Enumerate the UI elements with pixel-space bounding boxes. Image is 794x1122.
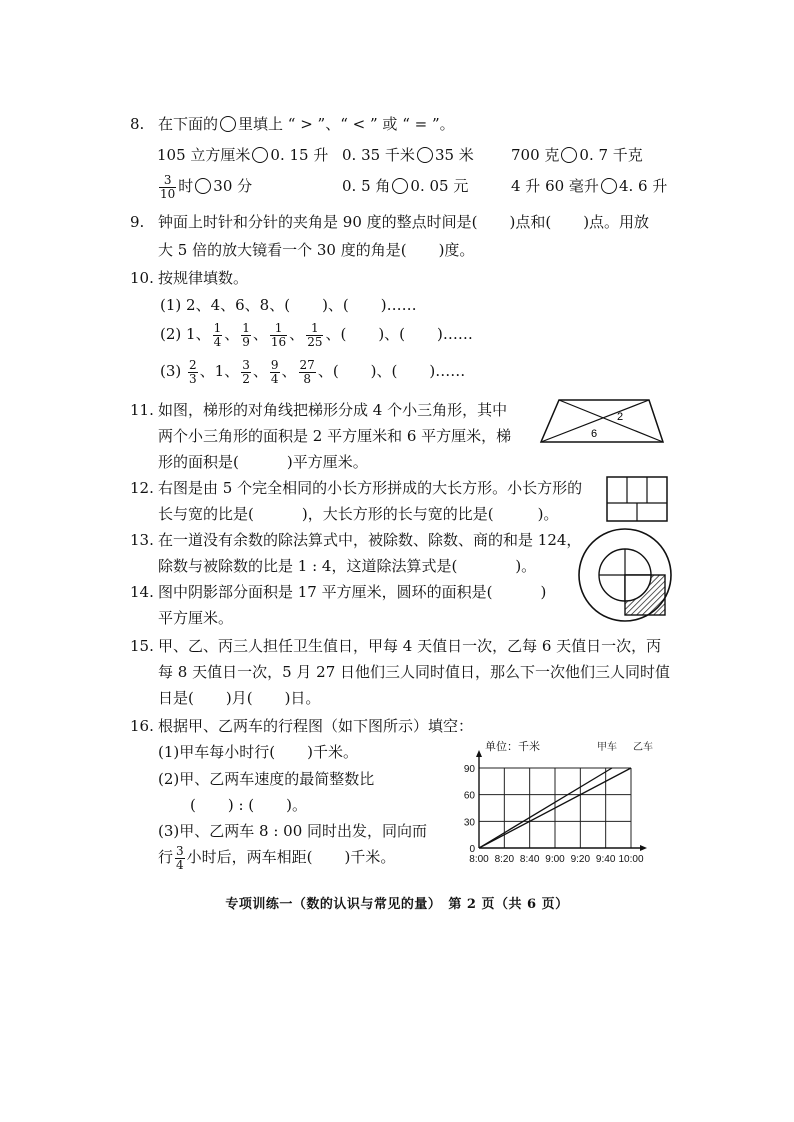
- q8-number: 8.: [130, 115, 145, 133]
- q13-line2: 除数与被除数的比是 1 : 4，这道除法算式是( )。: [158, 557, 537, 575]
- fraction: $\frac{3}{2}$: [242, 357, 250, 386]
- y-tick-label: 90: [463, 764, 475, 775]
- q11-line3: 形的面积是( )平方厘米。: [158, 453, 368, 471]
- area-label-6: 6: [591, 428, 598, 440]
- fraction: $\frac{1}{16}$: [270, 320, 287, 349]
- q14-line1: 14. 图中阴影部分面积是 17 平方厘米，圆环的面积是( ): [130, 583, 547, 601]
- q11-line2: 两个小三角形的面积是 2 平方厘米和 6 平方厘米，梯: [158, 427, 512, 445]
- q8-item-6: 4 升 60 毫升 4. 6 升: [511, 177, 668, 195]
- fraction: $\frac{1}{4}$: [213, 320, 222, 349]
- y-tick-label: 30: [463, 817, 475, 829]
- q8-item-4: $\frac{3}{10}$ 时 30 分: [160, 172, 253, 201]
- trapezoid-outline: [541, 400, 663, 442]
- fraction: $\frac{27}{8}$: [299, 357, 315, 386]
- q10-row3: (3) $\frac{2}{3}$ 、1、 $\frac{3}{2}$ 、 $\frac{9}{4}$ 、 $\frac{27}{8}$ 、( )、( )……: [160, 357, 466, 386]
- q16-s2-line2: ( ) : ( )。: [190, 796, 308, 814]
- x-tick-label: 9:40: [595, 854, 616, 865]
- y-tick-label: 0: [469, 844, 475, 855]
- rectangles-figure: [606, 476, 668, 522]
- fraction: $\frac{3}{10}$: [160, 172, 176, 201]
- q8-prompt: 8. 在下面的 里填上 “ > ”、“ < ” 或 “ = ”。: [130, 115, 455, 133]
- y-tick-label: 60: [463, 790, 475, 802]
- ring-figure: [577, 527, 673, 623]
- y-axis-label: 单位：千米: [485, 741, 540, 753]
- q12-line2: 长与宽的比是( )，大长方形的长与宽的比是( )。: [158, 505, 559, 523]
- q10-row1: (1) 2、4、6、8、( )、( )……: [160, 296, 417, 314]
- q16-s3-line2: 行 $\frac{3}{4}$ 小时后，两车相距( )千米。: [158, 843, 396, 872]
- fraction: $\frac{9}{4}$: [270, 357, 279, 386]
- area-label-2: 2: [617, 411, 624, 423]
- x-tick-label: 8:40: [519, 854, 540, 865]
- q14-line2: 平方厘米。: [158, 609, 234, 627]
- compare-circle[interactable]: [252, 147, 268, 163]
- q9-line1: 9. 钟面上时针和分针的夹角是 90 度的整点时间是( )点和( )点。用放: [130, 213, 650, 231]
- compare-circle[interactable]: [195, 178, 211, 194]
- x-tick-label: 9:20: [570, 854, 591, 865]
- travel-chart: [445, 736, 665, 866]
- compare-circle[interactable]: [392, 178, 408, 194]
- q8-item-3: 700 克 0. 7 千克: [511, 146, 643, 164]
- trapezoid-figure: [537, 396, 667, 446]
- compare-circle[interactable]: [601, 178, 617, 194]
- q8-item-5: 0. 5 角 0. 05 元: [342, 177, 469, 195]
- q12-line1: 12. 右图是由 5 个完全相同的小长方形拼成的大长方形。小长方形的: [130, 479, 583, 497]
- x-tick-label: 9:00: [545, 854, 565, 865]
- series-label: 乙车: [633, 742, 653, 753]
- x-axis-arrow: [640, 845, 647, 851]
- q16-title: 16. 根据甲、乙两车的行程图（如下图所示）填空：: [130, 717, 474, 735]
- series-line: [479, 768, 612, 848]
- compare-circle[interactable]: [220, 116, 236, 132]
- x-tick-label: 8:20: [494, 854, 515, 865]
- q10-row2: (2) 1、 $\frac{1}{4}$ 、 $\frac{1}{9}$ 、 $\frac{1}{16}$ 、 $\frac{1}{25}$ 、( )、( )……: [160, 320, 473, 349]
- fraction: $\frac{1}{9}$: [242, 320, 250, 349]
- q13-line1: 13. 在一道没有余数的除法算式中，被除数、除数、商的和是 124，: [130, 531, 582, 549]
- chart-labels: [464, 739, 653, 865]
- x-tick-label: 8:00: [469, 854, 489, 865]
- q10-title: 10. 按规律填数。: [130, 269, 249, 287]
- x-tick-label: 10:00: [618, 854, 644, 865]
- compare-circle[interactable]: [561, 147, 577, 163]
- q9-line2: 大 5 倍的放大镜看一个 30 度的角是( )度。: [158, 241, 475, 259]
- diagonal-line: [559, 400, 663, 442]
- q16-s2-line1: (2)甲、乙两车速度的最简整数比: [158, 770, 375, 788]
- q8-item-1: 105 立方厘米 0. 15 升: [157, 146, 329, 164]
- helper-rect: [605, 575, 625, 601]
- fraction: $\frac{2}{3}$: [189, 357, 197, 386]
- page-footer: 专项训练一（数的认识与常见的量） 第 2 页（共 6 页）: [225, 897, 569, 912]
- q8-item-2: 0. 35 千米 35 米: [342, 146, 474, 164]
- q16-s1: (1)甲车每小时行( )千米。: [158, 743, 358, 761]
- q16-s3-line1: (3)甲、乙两车 8 : 00 同时出发，同向而: [158, 822, 428, 840]
- y-axis-arrow: [476, 750, 482, 757]
- q11-line1: 11. 如图，梯形的对角线把梯形分成 4 个小三角形，其中: [130, 401, 508, 419]
- fraction: $\frac{3}{4}$: [176, 843, 184, 872]
- fraction: $\frac{1}{25}$: [307, 320, 323, 349]
- q15-line3: 日是( )月( )日。: [158, 689, 321, 707]
- q15-line1: 15. 甲、乙、丙三人担任卫生值日，甲每 4 天值日一次，乙每 6 天值日一次，丙: [130, 637, 662, 655]
- series-label: 甲车: [597, 742, 617, 753]
- compare-circle[interactable]: [417, 147, 433, 163]
- q15-line2: 每 8 天值日一次，5 月 27 日他们三人同时值日，那么下一次他们三人同时值: [158, 663, 671, 681]
